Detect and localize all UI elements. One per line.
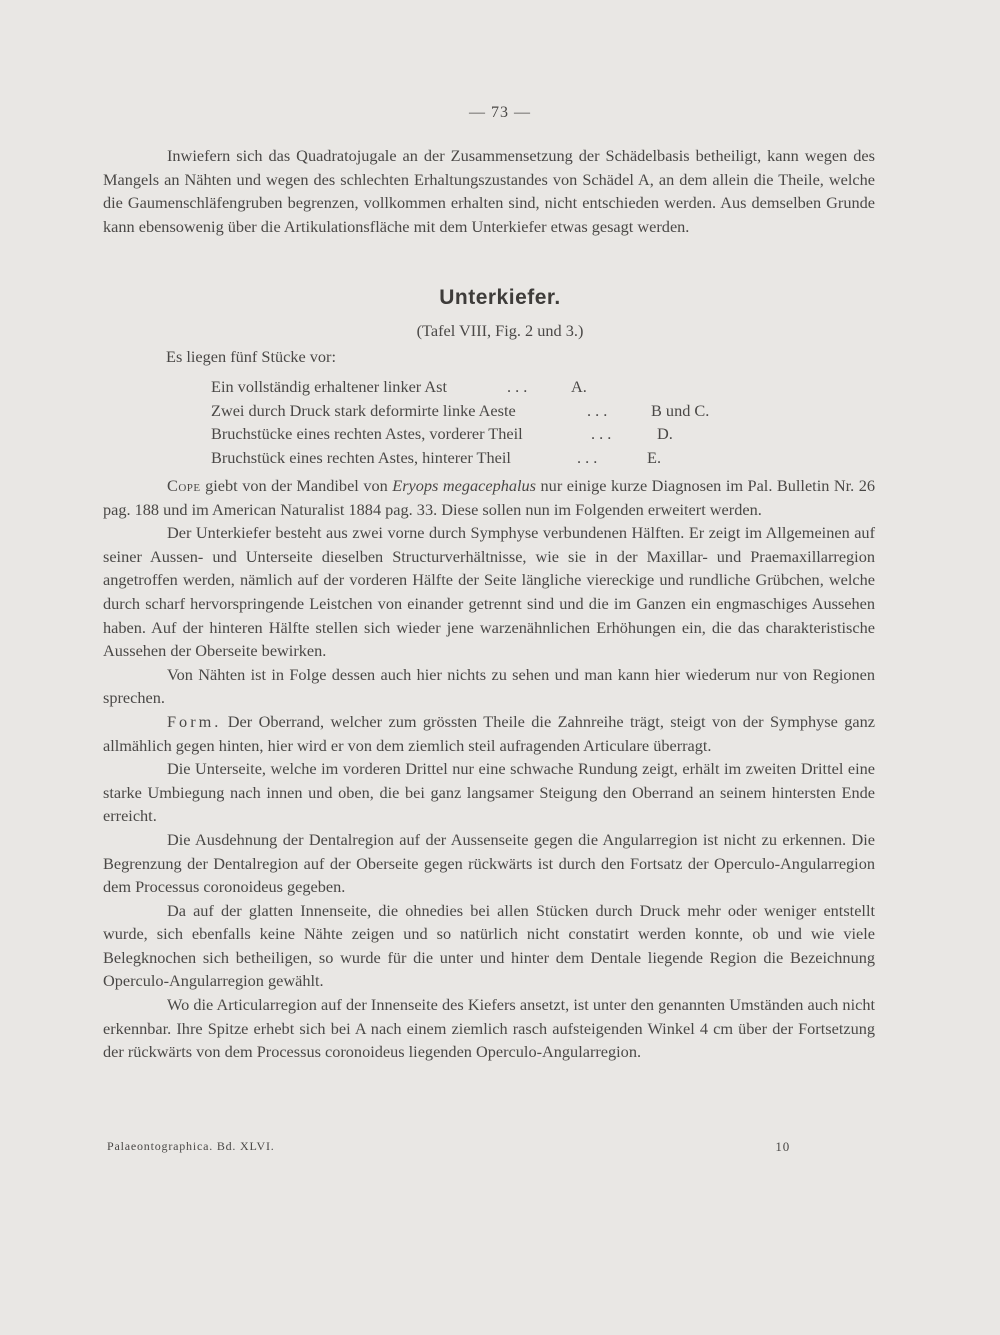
specimen-text: Bruchstück eines rechten Astes, hinterer Theil [211, 447, 511, 467]
taxon-name: Eryops megacephalus [392, 476, 537, 495]
specimen-ref: A. [571, 377, 587, 396]
specimen-item [211, 446, 771, 470]
specimen-item [211, 375, 771, 399]
journal-reference: Palaeontographica. Bd. XLVI. [107, 1139, 275, 1153]
paragraph-text: Die Unterseite, welche im vorderen Drittel nur eine schwache Rundung zeigt, erhält im zweiten Drittel eine starke Umbiegung nach innen und oben, die bei ganz langsamer Steigung den Oberrand an seinem hintersten Ende erreicht. [103, 759, 875, 826]
specimen-item [211, 422, 771, 446]
specimen-dots: . . . [507, 377, 528, 396]
specimen-item [211, 399, 771, 423]
paragraph-text: Der Unterkiefer besteht aus zwei vorne durch Symphyse verbundenen Hälften. Er zeigt im Allgemeinen auf seiner Aussen- und Unterseite dieselben Structurverhältnisse, wie sie in der Maxillar- und Praemaxillarregion angetroffen werden, nämlich auf der vorderen Hälfte der Seite längliche viereckige und rundliche Grübchen, welche durch scharf hervorspringende Leistchen von einander getrennt sind und die im Ganzen ein engmaschiges Aussehen haben. Auf der hinteren Hälfte stellen sich wieder jene warzenähnlichen Erhöhungen ein, die das charakteristische Aussehen der Oberseite bewirken. [103, 523, 875, 661]
section-subtitle: (Tafel VIII, Fig. 2 und 3.) [416, 321, 584, 340]
paragraph-quadratojugale [103, 144, 875, 238]
paragraph-text: Da auf der glatten Innenseite, die ohnedies bei allen Stücken durch Druck mehr oder weniger entstellt wurde, sich ebenfalls keine Nähte zeigen und so natürlich nicht constatirt werden konnte, ob und wie viele Belegknochen sich betheiligen, so wurde für die unter und hinter dem Dentale liegende Region die Bezeichnung Operculo-Angularregion gewählt. [103, 900, 875, 991]
specimen-ref: D. [657, 424, 673, 444]
specimen-list [211, 375, 771, 469]
paragraph-cope: Cope giebt von der Mandibel von Eryops megacephalus nur einige kurze Diagnosen im Pal. Bulletin Nr. 26 pag. 188 und im American Naturalist 1884 pag. 33. Diese sollen nun im Folgenden erweitert werden. [103, 476, 875, 519]
specimen-dots: . . . [591, 424, 612, 444]
sheet-number: 10 [775, 1139, 790, 1154]
form-lead: Form. [167, 711, 222, 731]
author-name: Cope [167, 476, 201, 495]
paragraph-text: Inwiefern sich das Quadratojugale an der Zusammensetzung der Schädelbasis betheiligt, kann wegen des Mangels an Nähten und wegen des schlechten Erhaltungszustandes von Schädel A, an dem allein die Theile, welche die Gaumenschläfengruben begrenzen, vollkommen erhalten sind, nicht entschieden werden. Aus demselben Grunde kann ebensowenig über die Artikulationsfläche mit dem Unterkiefer etwas gesagt werden. [103, 146, 875, 236]
specimen-dots: . . . [577, 447, 598, 467]
main-text [103, 474, 875, 1064]
specimen-text: Zwei durch Druck stark deformirte linke Aeste [211, 400, 516, 420]
specimen-text: Bruchstücke eines rechten Astes, vorderer Theil [211, 424, 523, 444]
list-intro: Es liegen fünf Stücke vor: [166, 347, 337, 366]
page-number: — 73 — [469, 104, 531, 121]
paragraph-form: Form. Der Oberrand, welcher zum grössten Theile die Zahnreihe trägt, steigt von der Symphyse ganz allmählich gegen hinten, hier wird er von dem ziemlich steil aufragenden Articulare überragt. [103, 711, 875, 755]
section-title: Unterkiefer. [439, 286, 561, 309]
specimen-dots: . . . [587, 400, 608, 420]
specimen-ref: E. [647, 447, 662, 467]
paragraph-text: Wo die Articularregion auf der Innenseite des Kiefers ansetzt, ist unter den genannten Umständen auch nicht erkennbar. Ihre Spitze erhebt sich bei A nach einem ziemlich rasch aufsteigenden Winkel 4 cm über der Fortsetzung der rückwärts von dem Processus coronoideus liegenden Operculo-Angularregion. [103, 995, 875, 1062]
specimen-ref: B und C. [651, 400, 710, 420]
specimen-text: Ein vollständig erhaltener linker Ast [211, 377, 448, 396]
paragraph-text: Von Nähten ist in Folge dessen auch hier nichts zu sehen und man kann hier wiederum nur von Regionen sprechen. [103, 664, 875, 708]
paragraph-text: Die Ausdehnung der Dentalregion auf der Aussenseite gegen die Angularregion ist nicht zu erkennen. Die Begrenzung der Dentalregion auf der Oberseite gegen rückwärts ist durch den Fortsatz der Operculo-Angularregion dem Processus coronoideus gegeben. [103, 829, 875, 897]
